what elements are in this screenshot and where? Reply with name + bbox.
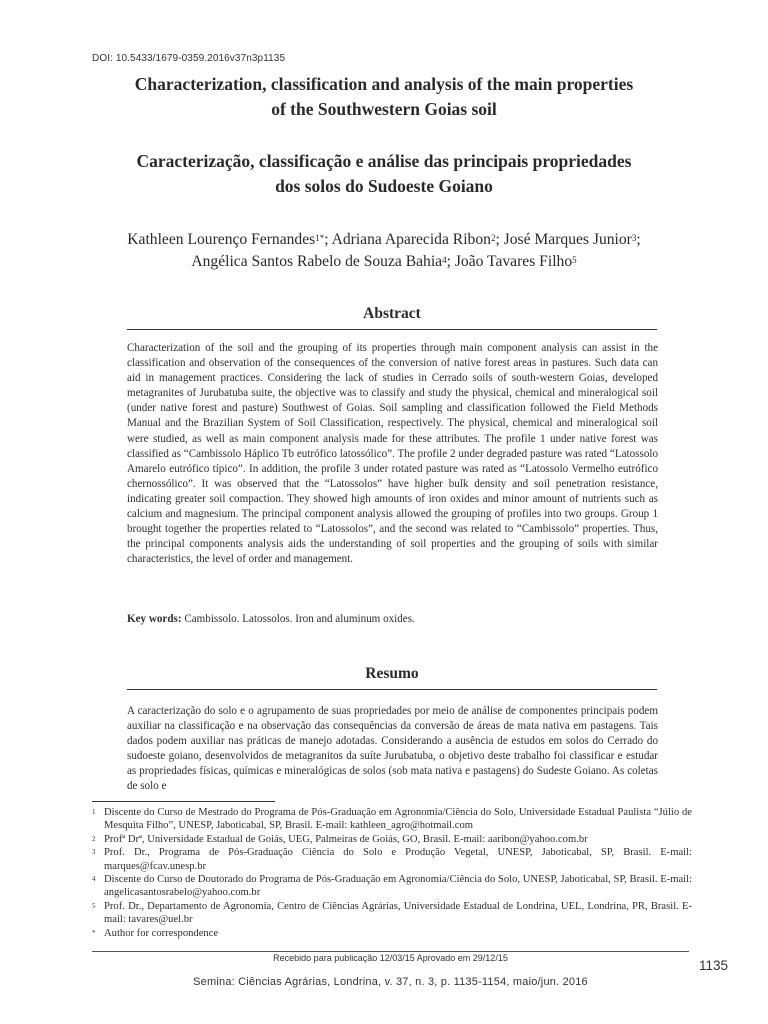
author-affiliation-mark: 5 [572, 255, 577, 265]
received-dates: Recebido para publicação 12/03/15 Aprovado em 29/12/15 [273, 953, 508, 963]
footnote-number: 5 [92, 901, 96, 910]
author-name: Kathleen Lourenço Fernandes [127, 231, 316, 248]
footnote-text: Discente do Curso de Mestrado do Programa de Pós-Graduação em Agronomia/Ciência do Solo, Universidade Estadual Paulista “Júlio de Mesquita Filho”, UNESP, Jaboticabal, SP, Brasil. E-mail: kathleen_agro@hotmail.com [104, 807, 692, 832]
author-affiliation-mark: 4 [442, 255, 447, 265]
footnote-text: Discente do Curso de Doutorado do Programa de Pós-Graduação em Agronomia/Ciência do Solo, UNESP, Jaboticabal, SP, Brasil. E-mail: angelicasantosrabelo@yahoo.com.br [104, 874, 692, 899]
author-separator: ; [636, 231, 641, 248]
title-portuguese [60, 149, 708, 199]
title-english-line-2: of the Southwestern Goias soil [271, 99, 497, 119]
author-name: João Tavares Filho [454, 253, 573, 270]
footnote-number: * [92, 928, 96, 937]
journal-citation: Semina: Ciências Agrárias, Londrina, v. 37, n. 3, p. 1135-1154, maio/jun. 2016 [193, 976, 588, 988]
footnote [92, 806, 692, 833]
footnote-number: 3 [92, 848, 96, 857]
footnote [92, 833, 692, 846]
author-list [60, 229, 708, 273]
keywords-label: Key words: [127, 613, 182, 625]
received-divider [92, 951, 689, 952]
footnote-divider [92, 801, 275, 802]
keywords-list: Cambissolo. Latossolos. Iron and aluminum oxides. [181, 613, 415, 625]
resumo-divider [127, 689, 657, 690]
author-name: José Marques Junior [503, 231, 632, 248]
author-name: Adriana Aparecida Ribon [331, 231, 491, 248]
footnote-number: 2 [92, 834, 96, 843]
abstract-divider [127, 329, 657, 330]
author-affiliation-mark: 2 [490, 233, 496, 243]
footnote-text: Profª Drª, Universidade Estadual de Goiás, UEG, Palmeiras de Goiás, GO, Brasil. E-mail: aaribon@yahoo.com.br [104, 833, 588, 845]
footnote-number: 1 [92, 808, 96, 816]
footnote [92, 873, 692, 900]
author-separator: ; [446, 253, 455, 270]
author-separator: ; [324, 231, 332, 248]
resumo-heading: Resumo [365, 665, 419, 682]
footnote-number: 4 [92, 875, 96, 884]
footnote-text: Prof. Dr., Departamento de Agronomia, Centro de Ciências Agrárias, Universidade Estadual de Londrina, UEL, Londrina, PR, Brasil. E-mail: tavares@uel.br [104, 900, 692, 926]
page-number: 1135 [698, 958, 728, 973]
author-affiliation-mark: 1* [315, 233, 325, 243]
resumo-text: A caracterização do solo e o agrupamento de suas propriedades por meio de análise de componentes principais podem auxiliar na classificação e na observação das consequências da conversão de áreas de mata nativa em pastagens. Tais dados podem auxiliar nas práticas de manejo adotadas. Considerando a ausência de estudos em solos do Cerrado do sudoeste goiano, desenvolvidos de metagranitos da suíte Jurubatuba, o objetivo deste trabalho foi classificar e estudar as propriedades físicas, químicas e mineralógicas de solos (sob mata nativa e pastagens) do Sudeste Goiano. As coletas de solo e [127, 705, 658, 793]
footnotes [92, 806, 692, 940]
author-affiliation-mark: 3 [631, 233, 637, 243]
title-english-line-1: Characterization, classification and analysis of the main properties [134, 74, 634, 94]
author-name: Angélica Santos Rabelo de Souza Bahia [191, 253, 443, 270]
title-portuguese-line-1: Caracterização, classificação e análise das principais propriedades [136, 151, 632, 171]
title-english [60, 72, 708, 122]
doi: DOI: 10.5433/1679-0359.2016v37n3p1135 [92, 53, 286, 64]
footnote [92, 927, 692, 940]
author-separator: ; [495, 231, 504, 248]
abstract-heading: Abstract [363, 305, 421, 322]
keywords [127, 613, 658, 625]
footnote [92, 900, 692, 927]
footnote-text: Prof. Dr., Programa de Pós-Graduação Ciência do Solo e Produção Vegetal, UNESP, Jaboticabal, SP, Brasil. E-mail: marques@fcav.unesp.br [104, 847, 692, 872]
abstract-text: Characterization of the soil and the grouping of its properties through main component analysis can assist in the classification and observation of the consequences of the conversion of native forest areas in pastures. Such data can aid in management practices. Considering the lack of studies in Cerrado soils of south-western Goias, developed metagranites of Jurubatuba suite, the objective was to classify and study the physical, chemical and mineralogical soil (under native forest and pasture) Southwest of Goias. Soil sampling and classification followed the Field Methods Manual and the Brazilian System of Soil Classification, respectively. The physical, chemical and mineralogical soil were studied, as well as main component analysis made for these attributes. The profile 1 under native forest was classified as “Cambissolo Háplico Tb eutrófico latossólico”. The profile 2 under degraded pasture was rated “Latossolo Amarelo eutrófico típico”. In addition, the profile 3 under rotated pasture was rated as “Latossolo Vermelho eutrófico chernossólico”. It was observed that the “Latossolos” have higher bulk density and soil penetration resistance, indicating greater soil compaction. They showed high amounts of iron oxides and minor amount of nutrients such as calcium and magnesium. The principal component analysis allowed the grouping of profiles into two groups. Group 1 brought together the properties related to “Latossolos”, and the second was related to “Cambissolo” properties. Thus, the principal components analysis aids the understanding of soil properties and the grouping of soils with similar characteristics, the level of order and management. [127, 342, 658, 566]
footnote-text: Author for correspondence [104, 927, 219, 939]
footnote [92, 846, 692, 873]
title-portuguese-line-2: dos solos do Sudoeste Goiano [275, 176, 493, 196]
